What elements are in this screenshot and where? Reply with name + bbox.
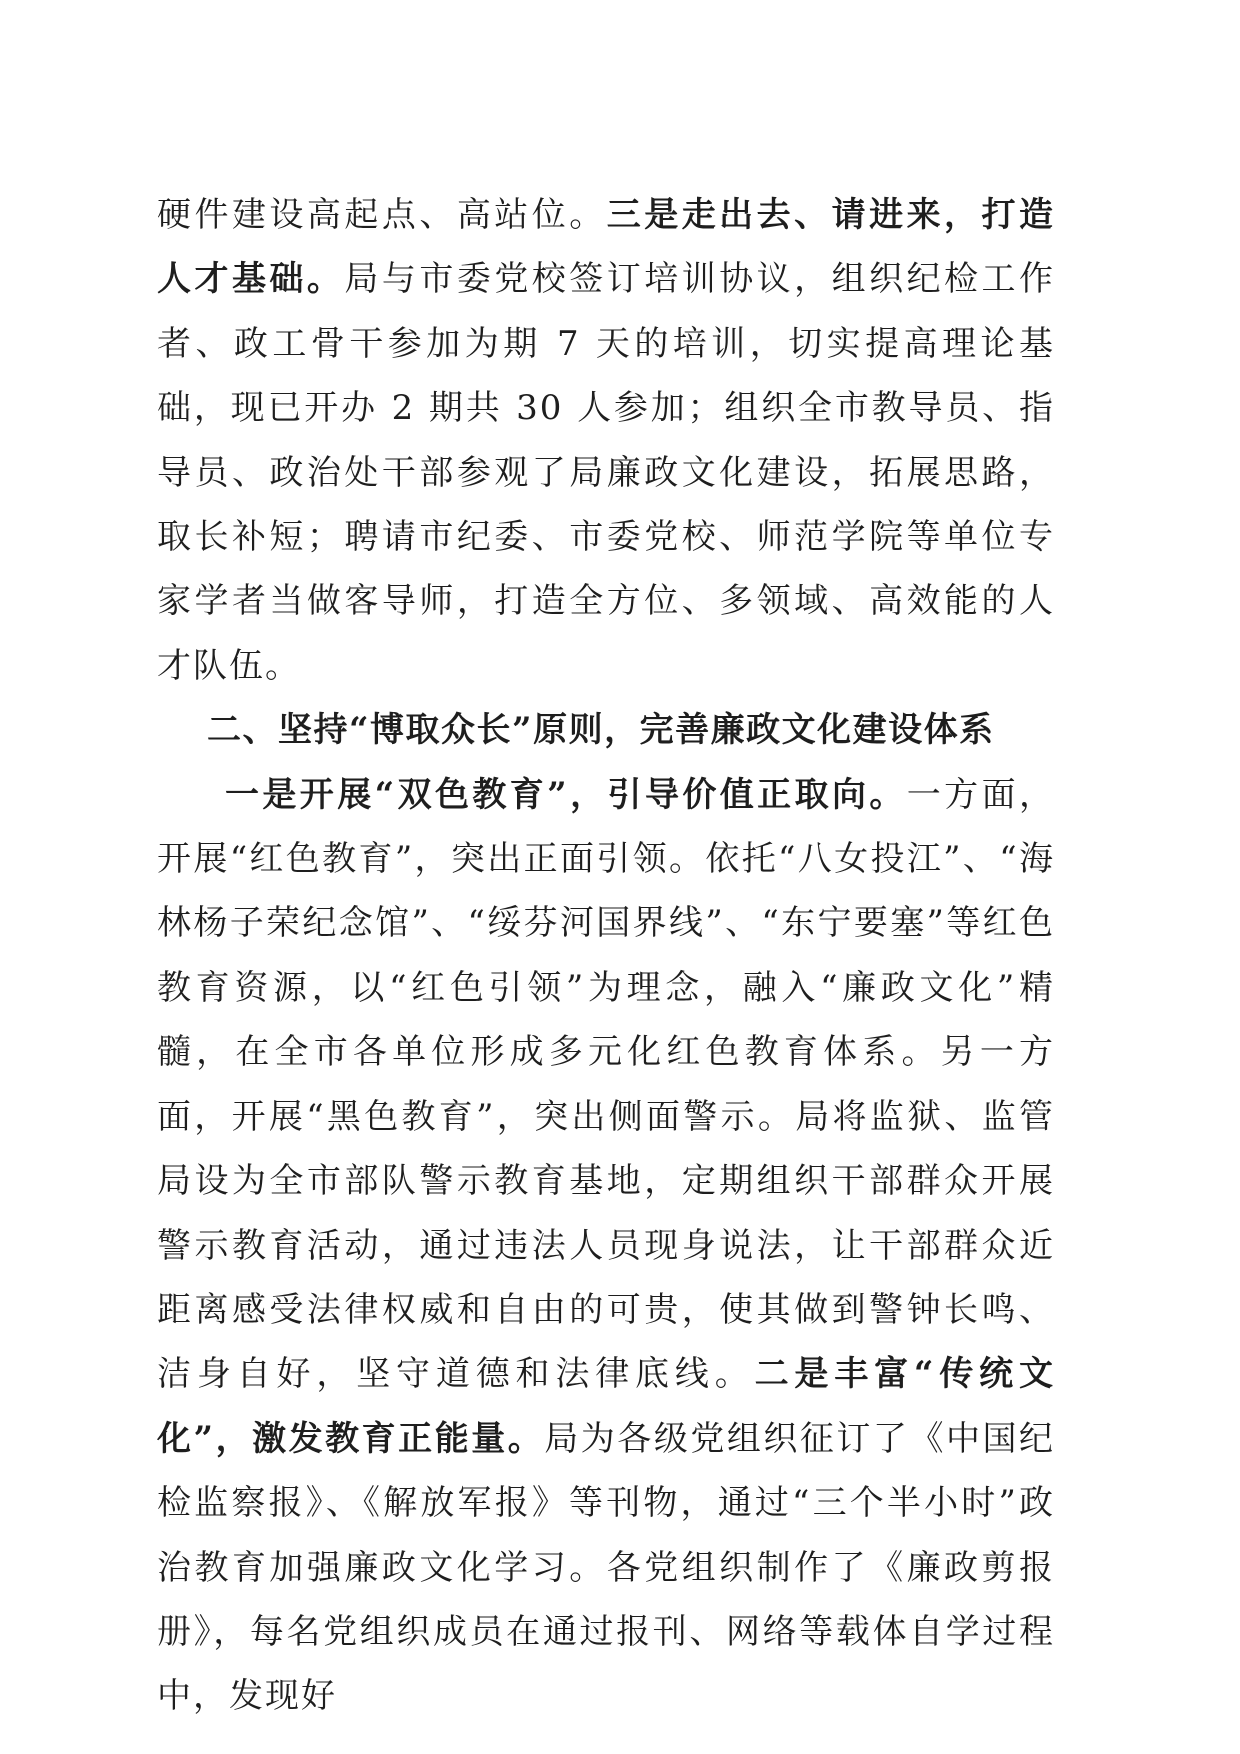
text-segment: 硬件建设高起点、高站位。	[157, 195, 607, 235]
document-page	[157, 183, 1055, 1729]
section-heading: 二、坚持“博取众长”原则，完善廉政文化建设体系	[207, 710, 995, 751]
text-segment: 一方面，开展“红色教育”，突出正面引领。依托“八女投江”、“海林杨子荣纪念馆”、“绥芬河国界线”、“东宁要塞”等红色教育资源，以“红色引领”为理念，融入“廉政文化”精髓，在全市各单位形成多元化红色教育体系。另一方面，开展“黑色教育”，突出侧面警示。局将监狱、监管局设为全市部队警示教育基地，定期组织干部群众开展警示教育活动，通过违法人员现身说法，让干部群众近距离感受法律权威和自由的可贵，使其做到警钟长鸣、洁身自好，坚守道德和法律底线。	[157, 774, 1055, 1395]
text-segment: 局为各级党组织征订了《中国纪检监察报》、《解放军报》等刊物，通过“三个半小时”政治教育加强廉政文化学习。各党组织制作了《廉政剪报册》，每名党组织成员在通过报刊、网络等载体自学过程中，发现好	[157, 1418, 1056, 1717]
bold-lead-sentence: 二是丰富“传统文化”，激发教育正能量。	[157, 1354, 1056, 1459]
text-segment: 局与市委党校签订培训协议，组织纪检工作者、政工骨干参加为期 7 天的培训，切实提高理论基础，现已开办 2 期共 30 人参加；组织全市教导员、指导员、政治处干部参观了局廉政文化建设，拓展思路，取长补短；聘请市纪委、市委党校、师范学院等单位专家学者当做客导师，打造全方位、多领域、高效能的人才队伍。	[157, 259, 1056, 686]
bold-lead-sentence: 一是开展“双色教育”，引导价值正取向。	[225, 774, 907, 815]
bold-lead-sentence: 三是走出去、请进来，打造人才基础。	[157, 195, 1056, 300]
paragraph-dual-color-education	[157, 763, 1055, 1729]
paragraph-talent-training	[157, 183, 1055, 698]
